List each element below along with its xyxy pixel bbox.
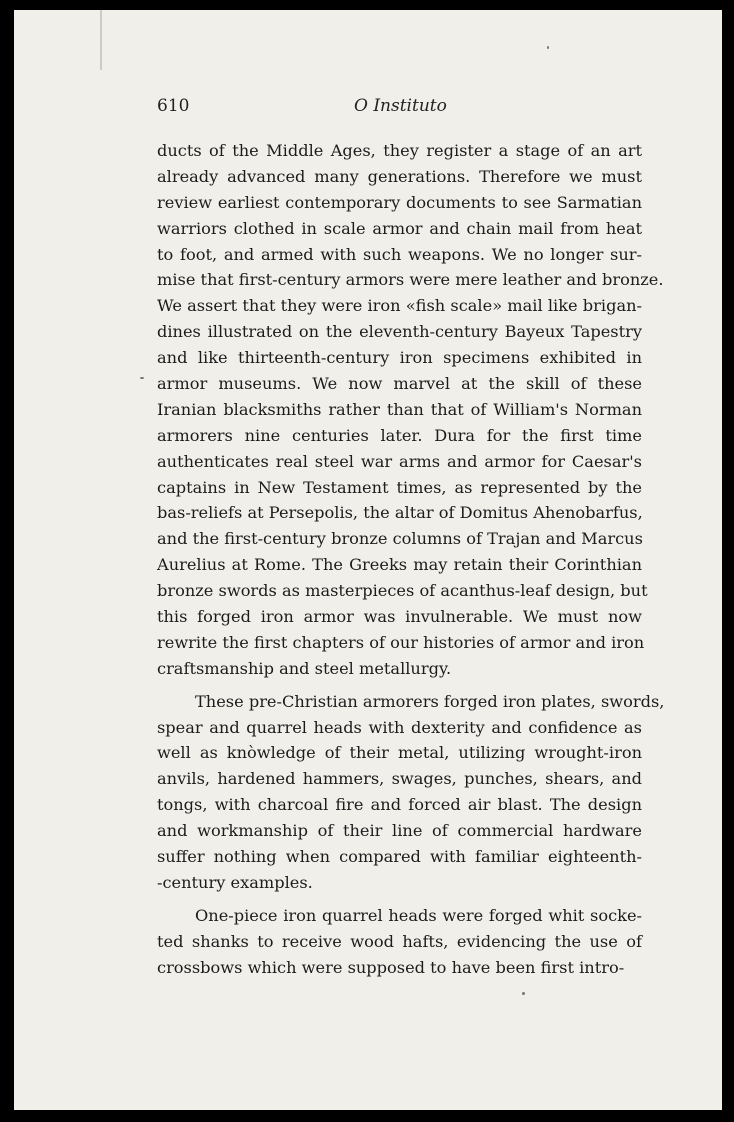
text-line: Aurelius at Rome. The Greeks may retain their Corinthian [157, 555, 642, 575]
text-line: Iranian blacksmiths rather than that of William's Norman [157, 399, 642, 419]
text-line: crossbows which were supposed to have been first intro- [157, 957, 625, 977]
text-line: rewrite the first chapters of our histories of armor and iron [157, 632, 645, 652]
text-line: review earliest contemporary documents to see Sarmatian [157, 192, 642, 212]
text-line: authenticates real steel war arms and armor for Caesar's [157, 451, 642, 471]
scan-speck [522, 992, 525, 995]
text-line: bas-reliefs at Persepolis, the altar of Domitus Ahenobarfus, [157, 503, 643, 523]
paragraph-gap [157, 896, 642, 903]
text-line: armorers nine centuries later. Dura for the first time [157, 425, 642, 445]
text-line: and workmanship of their line of commercial hardware [157, 821, 642, 841]
scanned-page [14, 10, 722, 1110]
text-line: and like thirteenth-century iron specimens exhibited in [157, 348, 642, 368]
text-line: warriors clothed in scale armor and chain mail from heat [157, 218, 642, 238]
scan-speck [547, 46, 549, 49]
text-line: craftsmanship and steel metallurgy. [157, 658, 452, 678]
page-number: 610 [157, 96, 190, 116]
text-line: bronze swords as masterpieces of acanthus-leaf design, but [157, 581, 648, 601]
text-line: ducts of the Middle Ages, they register a stage of an art [157, 141, 642, 160]
scan-speck [140, 377, 144, 379]
page-header [157, 96, 624, 120]
text-line: this forged iron armor was invulnerable. We must now [157, 607, 642, 627]
text-line: armor museums. We now marvel at the skill of these [157, 374, 642, 394]
text-line: -century examples. [157, 872, 313, 892]
text-line: These pre-Christian armorers forged iron plates, swords, [195, 691, 665, 711]
text-line: One-piece iron quarrel heads were forged whit socke- [195, 905, 642, 925]
text-line: and the first-century bronze columns of Trajan and Marcus [157, 529, 643, 549]
text-line: We assert that they were iron «fish scale» mail like brigan- [157, 296, 642, 316]
running-title: O Instituto [354, 96, 447, 116]
text-line: tongs, with charcoal fire and forced air blast. The design [157, 795, 642, 815]
text-line: well as knòwledge of their metal, utilizing wrought-iron [157, 743, 642, 763]
text-line: spear and quarrel heads with dexterity and confidence as [157, 717, 642, 737]
paragraph-gap [157, 682, 642, 689]
text-line: dines illustrated on the eleventh-century Bayeux Tapestry [157, 322, 642, 342]
paragraph [157, 903, 642, 981]
paragraph [157, 689, 665, 896]
text-line: anvils, hardened hammers, swages, punches, shears, and [157, 769, 642, 789]
text-line: to foot, and armed with such weapons. We no longer sur- [157, 244, 642, 264]
text-line: captains in New Testament times, as represented by the [157, 477, 642, 497]
text-line: already advanced many generations. Therefore we must [157, 166, 642, 186]
body-text [157, 138, 665, 981]
paragraph [157, 138, 664, 682]
text-line: suffer nothing when compared with familiar eighteenth- [157, 847, 642, 867]
text-line: mise that first-century armors were mere leather and bronze. [157, 270, 664, 290]
text-line: ted shanks to receive wood hafts, evidencing the use of [157, 931, 642, 951]
